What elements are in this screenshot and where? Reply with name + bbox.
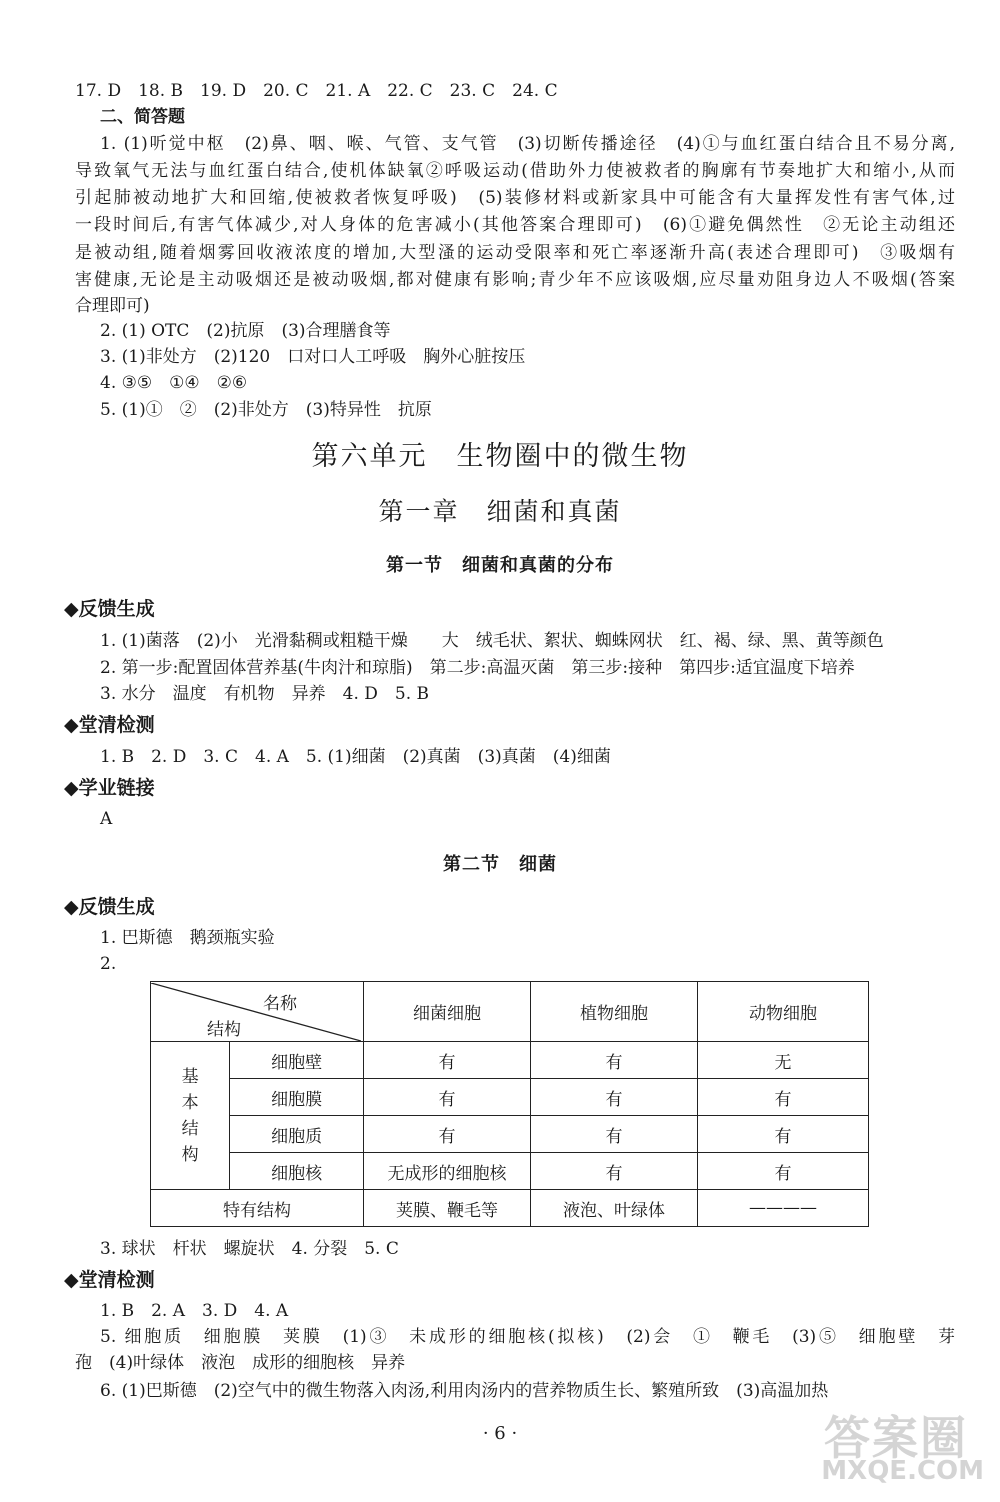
q1-line-4: 一段时间后,有害气体减少,对人身体的危害减小(其他答案合理即可) (6)①避免偶然性 ②无论主动组还 [75, 215, 955, 235]
corner-label-name: 名称 [263, 993, 297, 1014]
s2-check-heading: ◆堂清检测 [64, 1269, 155, 1291]
page-number: · 6 · [482, 1423, 518, 1444]
table-cell: 有 [531, 1042, 698, 1079]
q5-answer: 5. (1)① ② (2)非处方 (3)特异性 抗原 [100, 400, 432, 420]
q1-line-5: 是被动组,随着烟雾回收液浓度的增加,大型溞的运动受限率和死亡率逐渐升高(表述合理即可) ③吸烟有 [75, 243, 955, 263]
q1-line-6: 害健康,无论是主动吸烟还是被动吸烟,都对健康有影响;青少年不应该吸烟,应尽量劝阻身边人不吸烟(答案 [75, 270, 955, 290]
row-label-cell-wall: 细胞壁 [230, 1042, 364, 1079]
table-cell: 无 [698, 1042, 869, 1079]
table-cell: 无成形的细胞核 [364, 1153, 531, 1190]
table-cell: 有 [364, 1042, 531, 1079]
q3-answer: 3. (1)非处方 (2)120 口对口人工呼吸 胸外心脏按压 [100, 347, 526, 367]
s1-feedback-3: 3. 水分 温度 有机物 异养 4. D 5. B [100, 684, 429, 704]
s2-feedback-heading: ◆反馈生成 [64, 896, 155, 918]
s1-feedback-1: 1. (1)菌落 (2)小 光滑黏稠或粗糙干燥 大 绒毛状、絮状、蜘蛛网状 红、褐、绿、黑、黄等颜色 [100, 631, 884, 651]
table-cell: 有 [364, 1079, 531, 1116]
table-cell: 有 [698, 1116, 869, 1153]
table-cell: ———— [698, 1190, 869, 1227]
s1-check: 1. B 2. D 3. C 4. A 5. (1)细菌 (2)真菌 (3)真菌 (4)细菌 [100, 747, 611, 767]
col-header-bacteria: 细菌细胞 [364, 982, 531, 1042]
s2-q2: 2. [100, 954, 117, 974]
cell-structure-table [150, 981, 869, 1227]
table-cell: 有 [531, 1153, 698, 1190]
col-header-animal: 动物细胞 [698, 982, 869, 1042]
watermark-text: 答案圈 [824, 1411, 968, 1465]
s2-q1: 1. 巴斯德 鹅颈瓶实验 [100, 928, 275, 948]
s2-check-5-line-2: 孢 (4)叶绿体 液泡 成形的细胞核 异养 [75, 1353, 406, 1373]
table-cell: 有 [698, 1079, 869, 1116]
table-corner-cell [151, 982, 364, 1042]
answers-17-24: 17. D 18. B 19. D 20. C 21. A 22. C 23. C 24. C [75, 81, 558, 101]
row-label-cell-membrane: 细胞膜 [230, 1079, 364, 1116]
q1-line-2: 导致氧气无法与血红蛋白结合,使机体缺氧②呼吸运动(借助外力使被救者的胸廓有节奏地扩大和缩小,从而 [75, 161, 955, 181]
table-cell: 荚膜、鞭毛等 [364, 1190, 531, 1227]
table-cell: 液泡、叶绿体 [531, 1190, 698, 1227]
s2-check-5-line-1: 5. 细胞质 细胞膜 荚膜 (1)③ 未成形的细胞核(拟核) (2)会 ① 鞭毛 (3)⑤ 细胞壁 芽 [100, 1327, 955, 1347]
row-label-special-structure: 特有结构 [151, 1190, 364, 1227]
row-label-cytoplasm: 细胞质 [230, 1116, 364, 1153]
short-answer-heading: 二、简答题 [100, 107, 185, 127]
s1-feedback-2: 2. 第一步:配置固体营养基(牛肉汁和琼脂) 第二步:高温灭菌 第三步:接种 第四步:适宜温度下培养 [100, 658, 855, 678]
s1-link-heading: ◆学业链接 [64, 777, 155, 799]
diagonal-line [151, 983, 361, 1041]
s2-check-1-4: 1. B 2. A 3. D 4. A [100, 1301, 289, 1321]
s2-q3-q5: 3. 球状 杆状 螺旋状 4. 分裂 5. C [100, 1239, 399, 1259]
s1-check-heading: ◆堂清检测 [64, 714, 155, 736]
watermark-logo [800, 1394, 990, 1494]
table-cell: 有 [364, 1116, 531, 1153]
s1-link: A [100, 809, 113, 829]
q1-line-7: 合理即可) [75, 296, 150, 316]
q2-answer: 2. (1) OTC (2)抗原 (3)合理膳食等 [100, 321, 391, 341]
unit-title: 第六单元 生物圈中的微生物 [311, 441, 689, 472]
chapter-title: 第一章 细菌和真菌 [378, 497, 622, 526]
col-header-plant: 植物细胞 [531, 982, 698, 1042]
watermark-url: MXQE.COM [821, 1456, 984, 1486]
s2-check-6: 6. (1)巴斯德 (2)空气中的微生物落入肉汤,利用肉汤内的营养物质生长、繁殖所致 (3)高温加热 [100, 1381, 829, 1401]
table-cell: 有 [531, 1116, 698, 1153]
q1-line-1: 1. (1)听觉中枢 (2)鼻、咽、喉、气管、支气管 (3)切断传播途径 (4)①与血红蛋白结合且不易分离, [100, 134, 955, 154]
row-label-nucleus: 细胞核 [230, 1153, 364, 1190]
q4-answer: 4. ③⑤ ①④ ②⑥ [100, 373, 248, 393]
table-cell: 有 [698, 1153, 869, 1190]
table-cell: 有 [531, 1079, 698, 1116]
s1-feedback-heading: ◆反馈生成 [64, 598, 155, 620]
section-1-title: 第一节 细菌和真菌的分布 [386, 555, 614, 576]
q1-line-3: 引起肺被动地扩大和回缩,使被救者恢复呼吸) (5)装修材料或新家具中可能含有大量挥发性有害气体,过 [75, 188, 955, 208]
section-2-title: 第二节 细菌 [443, 854, 557, 875]
group-label-basic-structure: 基 本 结 构 [151, 1042, 230, 1190]
corner-label-structure: 结构 [207, 1019, 241, 1040]
